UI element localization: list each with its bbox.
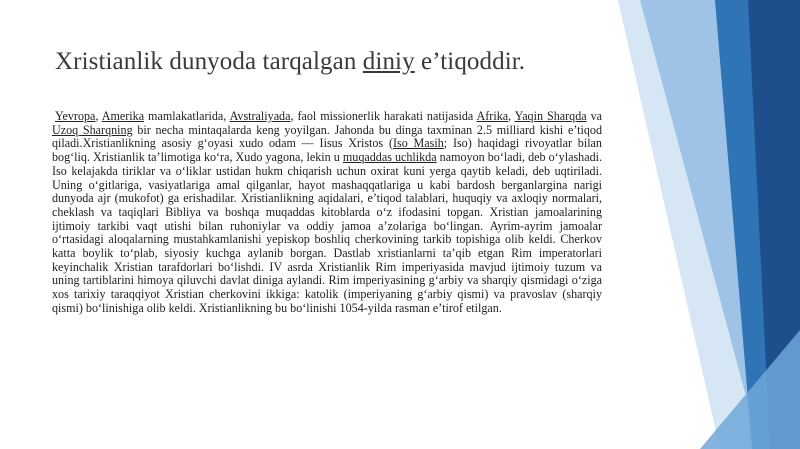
paragraph-link[interactable]: muqaddas uchlikda: [342, 150, 437, 165]
title-link-diniy[interactable]: diniy: [362, 48, 415, 75]
paragraph-text: , faol missionerlik harakati natijasida: [290, 109, 477, 123]
paragraph-text: ; Iso) haqidagi rivoyatlar bilan bogʻliq. Xristianlik ta’limotiga koʻra, Xudo yagona, lekin u: [52, 136, 602, 165]
paragraph-link[interactable]: Iso Masih: [392, 136, 444, 151]
paragraph-text: namoyon boʻladi, deb oʻylashadi. Iso kelajakda tiriklar va oʻliklar ustidan hukm chiqarish uchun oxirat kuni yerga qaytib keladi, deb uqtiriladi. Uning oʻgitlariga, vasiyatlariga amal qilganlar, hayot mashaqqatlariga u kabi bardosh berganlargina narigi dunyoda ajr (mukofot) ga erishadilar. Xristianlikning aqidalari, e’tiqod talablari, huquqiy va axloqiy normalari, cheklash va taqiqlari Bibliya va boshqa muqaddas kitoblarda oʻz ifodasini topgan. Xristian jamoalarining ijtimoiy tarkibi vaqt utishi bilan ruhoniylar va oddiy jamoa a’zolariga boʻlingan. Ayrim-ayrim jamoalar oʻrtasidagi aloqalarning mustahkamlanishi yepiskop boshliq cherkovining tarkib topishiga olib keldi. Cherkov katta boylik toʻplab, siyosiy kuchga aylanib borgan. Dastlab xristianlarni ta’qib etgan Rim imperatorlari keyinchalik Xristian tarafdorlari boʻlishdi. IV asrda Xristianlik Rim imperiyasida mavjud ijtimoiy tuzum va uning tartiblarini himoya qiluvchi davlat diniga aylandi. Rim imperiyasining gʻarbiy va sharqiy qismidagi oʻziga xos tarixiy taraqqiyot Xristian cherkovini ikkiga: katolik (imperiyaning gʻarbiy qismi) va pravoslav (sharqiy qismi) boʻlinishiga olib keldi. Xristianlikning bu boʻlinishi 1054-yilda rasman e’tirof etilgan.: [52, 150, 603, 315]
title-text-after: e’tiqoddir.: [414, 48, 526, 75]
paragraph-link[interactable]: Afrika: [476, 109, 509, 123]
paragraph-text: mamlakatlarida,: [144, 109, 230, 123]
paragraph-link[interactable]: Avstraliyada: [229, 109, 291, 123]
paragraph-text: ,: [508, 109, 515, 123]
paragraph-link[interactable]: Uzoq Sharqning: [52, 122, 133, 137]
paragraph-link[interactable]: Yaqin Sharqda: [514, 109, 587, 123]
paragraph-link[interactable]: Yevropa: [55, 109, 96, 123]
paragraph-text: bir necha mintaqalarda keng yoyilgan. Jahonda bu dinga taxminan 2.5 milliard kishi e’tiqod qiladi.Xristianlikning asosiy gʻoyasi xudo odam — Iisus Xristos (: [52, 122, 602, 151]
paragraph-text: va: [586, 109, 602, 123]
title-text-before: Xristianlik dunyoda tarqalgan: [55, 48, 363, 75]
paragraph-text: ,: [95, 109, 102, 123]
body-paragraph: [52, 110, 602, 316]
slide-title: [55, 48, 615, 76]
paragraph-link[interactable]: Amerika: [101, 109, 145, 123]
